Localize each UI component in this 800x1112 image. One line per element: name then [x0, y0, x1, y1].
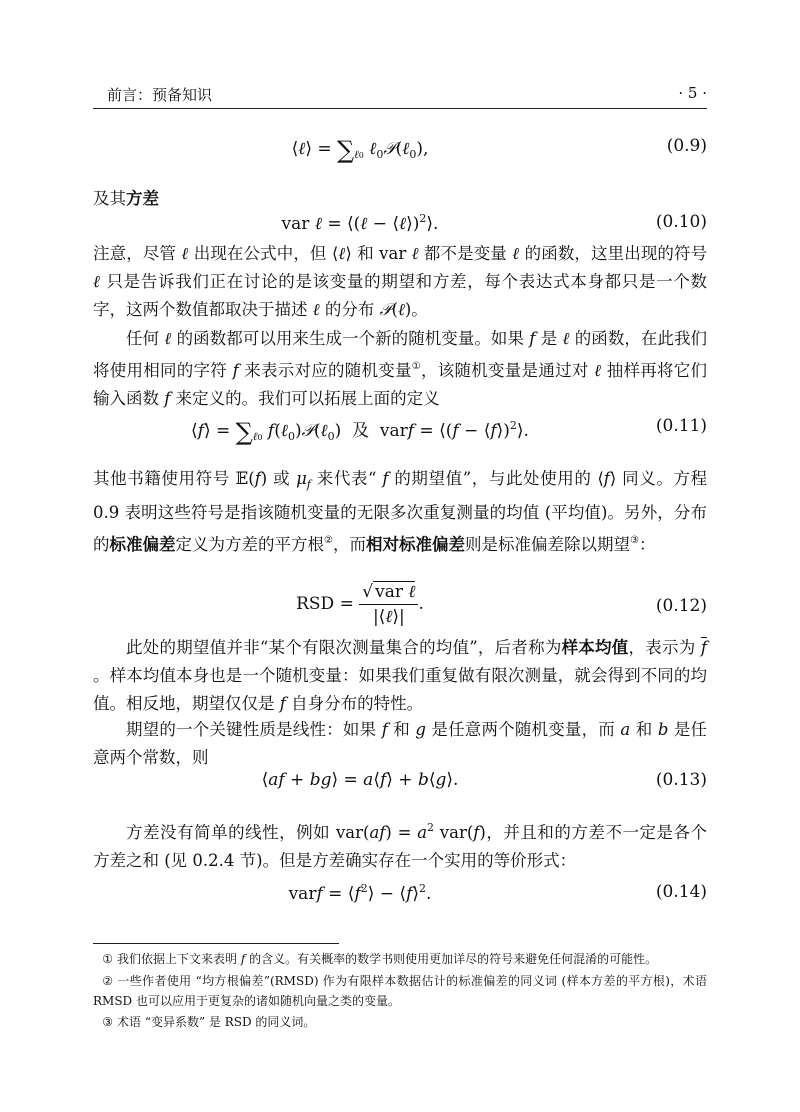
text-run: 和 — [357, 244, 374, 263]
equation-0-11-math: ⟨f⟩ = $\sum_{\ell 0}$ f(ℓ$_0$)𝒫(ℓ$_0$) 及 varf = ⟨(f − ⟨f⟩)$^2$⟩. — [191, 418, 529, 446]
footnote-rule — [93, 943, 339, 944]
text-run: 其他书籍使用符号 — [93, 469, 230, 488]
equation-number: (0.13) — [655, 770, 707, 790]
paragraph-linearity: 期望的一个关键性质是线性：如果 f 和 g 是任意两个随机变量，而 a 和 b 是任意两个常数，则 — [93, 720, 708, 767]
text-run: 来定义的。我们可以拓展上面的定义 — [175, 389, 440, 408]
text-run: 期望的一个关键性质是 — [126, 720, 293, 739]
text-run: 任何 — [126, 329, 160, 348]
equation-0-10-math: var ℓ = ⟨(ℓ − ⟨ℓ⟩)$^2$⟩. — [281, 212, 439, 234]
footnote-1: ① 我们依据上下文来表明 f 的含义。有关概率的数学书则使用更加详尽的符号来避免任何混淆的可能性。 — [93, 949, 707, 969]
paragraph-sample-mean: 此处的期望值并非“某个有限次测量集合的均值”，后者称为样本均值，表示为 $\overline{f}$ 。样本均值本身也是一个随机变量：如果我们重复做有限次测量，就会得到不同的均值。相反地，期望仅仅是 f 自身分布的特性。 — [93, 638, 708, 713]
text-run: 的期望值”，与此处使用的 — [394, 469, 592, 488]
paragraph-notation: 其他书籍使用符号 𝔼(f) 或 $\mu_f$ 来代表“ f 的期望值”，与此处使用的 ⟨f⟩ 同义。方程 0.9 表明这些符号是指该随机变量的无限多次重复测量的均值 (平均值)。另外，分布的标准偏差定义为方差的平方根②，而相对标准偏差则是标准偏差除以期望③： — [93, 469, 708, 554]
equation-number: (0.9) — [666, 136, 707, 156]
paragraph-variance-intro — [93, 185, 707, 213]
text-run: ，并且和的方差不一定是各个方差之和 (见 0.2.4 节)。但是方差确实存在一个实用的等价形式： — [93, 823, 708, 870]
header-page-number: · 5 · — [678, 84, 707, 102]
running-header — [93, 84, 707, 106]
term-variance: 方差 — [126, 189, 159, 208]
text-run: 自身分布的特性。 — [291, 694, 424, 713]
text-run: 及其 — [93, 189, 126, 208]
text-run: 出现在公式中，但 — [193, 244, 327, 263]
footnote-text: 一些作者使用 “均方根偏差”(RMSD) 作为有限样本数据估计的标准偏差的同义词 (样本方差的平方根)，术语 RMSD 也可以应用于更复杂的诸如随机向量之类的变量。 — [93, 974, 707, 1008]
text-run: ，而 — [332, 535, 366, 554]
text-run: 抽样再将它们输入函数 — [93, 361, 708, 408]
equation-number: (0.11) — [655, 416, 707, 436]
equation-0-12-math: RSD = $\frac{\text{√ var ℓ}}{\text{|⟨ℓ⟩|}}$ . — [296, 582, 424, 627]
text-run: 都不是变量 — [423, 244, 507, 263]
text-run: 或 — [273, 469, 291, 488]
equation-0-11 — [93, 414, 707, 446]
text-run: 定义为方差的平方根 — [175, 535, 324, 554]
equation-0-13 — [93, 768, 707, 800]
equation-number: (0.14) — [655, 882, 707, 902]
paragraph-note: 注意，尽管 ℓ 出现在公式中，但 ⟨ℓ⟩ 和 var ℓ 都不是变量 ℓ 的函数，这里出现的符号 ℓ 只是告诉我们正在讨论的是该变量的期望和方差，每个表达式本身都只是一个数字，这两个数值都取决于描述 ℓ 的分布 𝒫(ℓ)。 — [93, 244, 708, 319]
equation-0-9 — [93, 134, 707, 166]
paragraph-variance-nonlinear: 方差没有简单的线性，例如 $var(af) = a^2$ var(f)，并且和的方差不一定是各个方差之和 (见 0.2.4 节)。但是方差确实存在一个实用的等价形式： — [93, 821, 708, 870]
equation-0-13-math: ⟨af + bg⟩ = a⟨f⟩ + b⟨g⟩. — [261, 770, 459, 790]
text-run: 是 — [540, 329, 558, 348]
footnote-2 — [93, 971, 707, 1011]
paragraph-functions: 任何 ℓ 的函数都可以用来生成一个新的随机变量。如果 f 是 ℓ 的函数，在此我们将使用相同的字符 f 来表示对应的随机变量①，该随机变量是通过对 ℓ 抽样再将它们输入函数 f 来定义的。我们可以拓展上面的定义 — [93, 329, 708, 408]
rsd-symbol: RSD — [296, 594, 335, 614]
footnote-ref-1[interactable]: ① — [411, 361, 422, 372]
footnote-ref-2[interactable]: ② — [324, 535, 333, 546]
text-run: 方差没有简单的线性，例如 — [126, 823, 331, 842]
text-run: 和 — [393, 720, 410, 739]
term-sample-mean: 样本均值 — [561, 638, 629, 657]
equation-0-14-math: varf = $⟨f^2⟩$ − ⟨f⟩$^2$. — [288, 882, 432, 904]
text-run: 是任意两个随机变量，而 — [431, 720, 615, 739]
text-run: 则是标准偏差除以期望 — [464, 535, 630, 554]
text-run: 的函数都可以用来生成一个新的随机变量。如果 — [176, 329, 524, 348]
equation-0-12 — [93, 582, 707, 632]
header-rule — [93, 108, 707, 109]
text-run: ，该随机变量是通过对 — [421, 361, 589, 380]
term-standard-deviation: 标准偏差 — [109, 535, 176, 554]
footnote-ref-3[interactable]: ③ — [629, 535, 639, 546]
text-run: 只是告诉我们正在讨论的是该变量的期望和方差，每个表达式本身都只是一个数字，这两个数值都取决于描述 — [93, 272, 708, 319]
equation-0-9-math: ⟨ℓ⟩ = $\sum_{\ell 0}$ ℓ$_0$𝒫(ℓ$_0$), — [291, 136, 429, 164]
equation-number: (0.10) — [655, 212, 707, 232]
text-run: 的 — [324, 300, 342, 319]
text-run: 的函数，在此我们将使用相同的字符 — [93, 329, 708, 380]
text-run: 和 — [635, 720, 653, 739]
footnote-mark: ① — [102, 952, 113, 966]
text-run: 来表示对应的随机变量 — [244, 361, 412, 380]
equation-0-10 — [93, 210, 707, 242]
text-run: 是任意两个常数，则 — [93, 720, 708, 767]
equation-0-14 — [93, 880, 707, 912]
equation-connector: 及 — [352, 421, 370, 441]
footnote-mark: ③ — [102, 1015, 113, 1029]
text-run: 来代表“ — [316, 469, 377, 488]
text-run: ：如果 — [326, 720, 377, 739]
text-run: 注意，尽管 — [93, 244, 177, 263]
text-run: ： — [638, 535, 656, 554]
text-run: 的函数，这里出现的符号 — [524, 244, 708, 263]
footnote-text: 的含义。有关概率的数学书则使用更加详尽的符号来避免任何混淆的可能性。 — [249, 952, 658, 966]
text-run: 。样本均值本身也是一个随机变量：如果我们重复做有限次测量，就会得到不同的均值。相反地，期望仅仅是 — [93, 666, 707, 713]
text-run: ，表示为 — [628, 638, 696, 657]
equation-number: (0.12) — [655, 596, 707, 616]
footnote-3 — [93, 1012, 707, 1032]
footnote-text: 术语 “变异系数” 是 RSD 的同义词。 — [117, 1015, 316, 1029]
footnote-mark: ② — [102, 974, 113, 988]
header-section-title: 前言：预备知识 — [107, 86, 213, 104]
term-distribution: 分布 — [341, 300, 375, 319]
text-run: 同义。方程 0.9 表明这些符号是指该随机变量的无限多次重复测量的均值 (平均值)。另外，分布的 — [93, 469, 708, 554]
term-linearity: 线性 — [292, 720, 327, 739]
text-run: 此处的期望值并非“某个有限次测量集合的均值”，后者称为 — [126, 638, 562, 657]
footnote-text: 我们依据上下文来表明 — [117, 952, 238, 966]
term-relative-standard-deviation: 相对标准偏差 — [365, 535, 465, 554]
